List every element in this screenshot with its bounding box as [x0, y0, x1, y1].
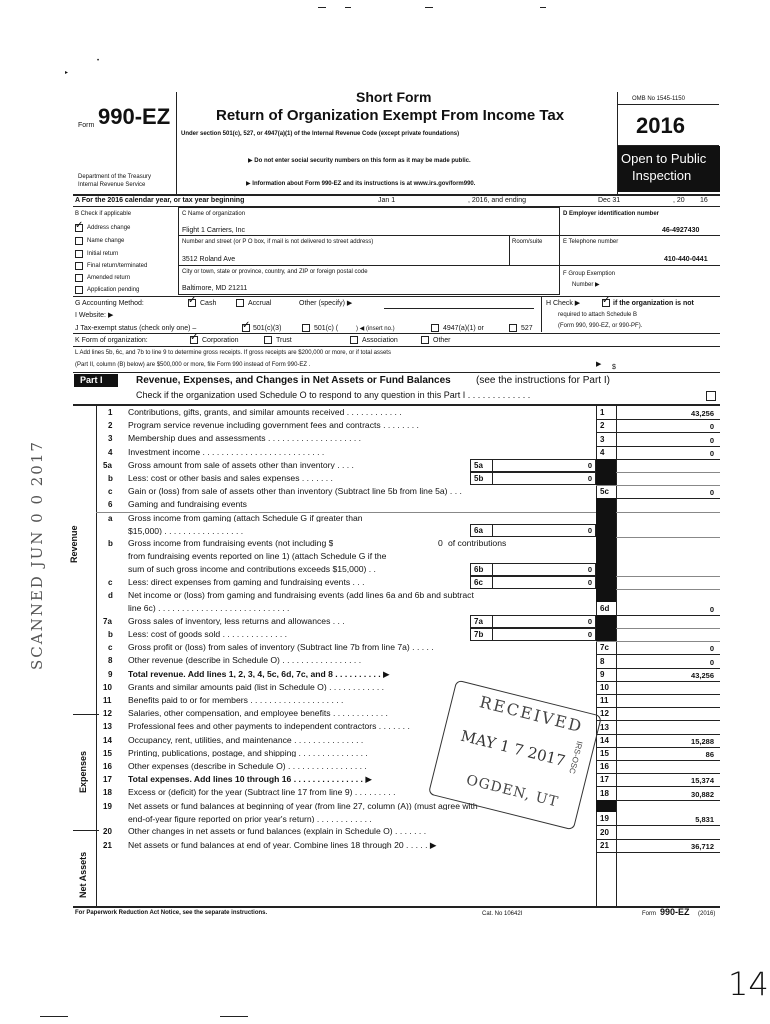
line-number: c	[108, 643, 113, 653]
amended-return-label: Amended return	[87, 275, 131, 281]
dept-treasury: Department of the Treasury	[78, 174, 152, 180]
line-box-label: 12	[600, 709, 609, 719]
line-description: from fundraising events reported on line 1) (attach Schedule G if the	[128, 552, 387, 561]
section-b-label: B Check if applicable	[75, 211, 132, 217]
dept-irs: Internal Revenue Service	[78, 182, 146, 188]
other-method-label: Other (specify) ▶	[299, 300, 353, 307]
cash-checkbox[interactable]	[188, 299, 196, 307]
527-label: 527	[521, 325, 533, 332]
line-row	[96, 786, 720, 799]
line-row	[96, 760, 720, 773]
line-description: line 6c) . . . . . . . . . . . . . . . . . . . . . . . . . . . .	[128, 604, 290, 613]
line-row	[96, 628, 720, 641]
501c-label: 501(c) (	[314, 325, 339, 332]
accrual-checkbox[interactable]	[236, 299, 244, 307]
line-number: 7a	[103, 616, 112, 626]
inner-line-amount: 0	[587, 460, 592, 470]
line-number: 16	[103, 762, 112, 771]
line-a-mid: , 2016, and ending	[468, 197, 526, 204]
line-description: Contributions, gifts, grants, and similar amounts received . . . . . . . . . . . .	[128, 408, 402, 417]
address-change-checkbox[interactable]	[75, 224, 83, 232]
line-box-label: 8	[600, 656, 605, 666]
inner-line-amount: 0	[587, 474, 592, 484]
line-number: 17	[103, 775, 112, 785]
line-row	[96, 589, 720, 615]
accrual-label: Accrual	[248, 300, 272, 307]
line-box-label: 16	[600, 762, 609, 772]
association-label: Association	[362, 337, 398, 344]
line-row	[96, 773, 720, 786]
revenue-side-label: Revenue	[69, 525, 79, 563]
line-amount: 43,256	[691, 670, 714, 680]
line-description: Net assets or fund balances at end of year. Combine lines 18 through 20 . . . . . ▶	[128, 840, 437, 850]
line-l-arrow: ▶	[596, 361, 602, 368]
inner-line-amount: 0	[587, 564, 592, 574]
stamp-place: OGDEN, UT	[464, 772, 561, 811]
line-row	[96, 459, 720, 472]
application-pending-label: Application pending	[87, 287, 140, 293]
line-number: 14	[103, 735, 112, 745]
final-return-label: Final return/terminated	[87, 263, 148, 269]
line-description: Other changes in net assets or fund balances (explain in Schedule O) . . . . . . .	[128, 827, 427, 836]
initial-return-label: Initial return	[87, 251, 119, 257]
line-row	[96, 485, 720, 498]
line-number: 5a	[103, 460, 112, 470]
line-row	[96, 694, 720, 707]
inner-line-label: 6b	[474, 564, 484, 574]
line-number: 2	[108, 421, 113, 431]
line-description: Benefits paid to or for members . . . . . . . . . . . . . . . . . . . .	[128, 696, 344, 705]
line-box-label: 11	[600, 696, 609, 706]
line-h-text1: H Check ▶	[546, 300, 581, 307]
line-number: 19	[103, 801, 112, 811]
open-to-public: Open to Public	[621, 151, 707, 166]
other-org-label: Other	[433, 337, 451, 344]
line-number: 15	[103, 748, 112, 758]
line-description: Less: cost of goods sold . . . . . . . . . . . . . .	[128, 630, 288, 639]
footer-form-prefix: Form	[642, 911, 656, 917]
line-amount: 36,712	[691, 841, 714, 851]
line-description: Gross amount from sale of assets other than inventory . . . .	[128, 460, 354, 470]
org-street: 3512 Roland Ave	[182, 256, 236, 263]
line-description: Gross income from fundraising events (not including $	[128, 539, 334, 548]
line-row	[96, 576, 720, 589]
initial-return-checkbox[interactable]	[75, 250, 83, 258]
line-box-label: 9	[600, 669, 605, 679]
shaded-cell	[596, 576, 616, 589]
stamp-date: MAY 1 7 2017	[458, 726, 568, 771]
room-label: Room/suite	[512, 239, 543, 245]
line-amount: 0	[709, 488, 714, 498]
line-box-label: 19	[600, 814, 609, 824]
line-number: 3	[108, 434, 113, 444]
line-row	[96, 615, 720, 628]
line-g-label: G Accounting Method:	[75, 300, 144, 307]
address-change-label: Address change	[87, 225, 131, 231]
line-amount: 0	[709, 657, 714, 667]
line-description: Less: cost or other basis and sales expenses . . . . . . .	[128, 474, 333, 483]
net-assets-side-label: Net Assets	[78, 851, 88, 898]
line-amount: 15,288	[691, 736, 714, 746]
501c-insert: ) ◀ (insert no.)	[356, 326, 395, 332]
inner-line-amount: 0	[587, 577, 592, 587]
line-description: Membership dues and assessments . . . . . . . . . . . . . . . . . . . .	[128, 434, 362, 443]
line-row	[96, 406, 720, 419]
line-j-label: J Tax-exempt status (check only one) –	[75, 325, 197, 332]
line-number: 8	[108, 656, 113, 666]
footer-form-year: (2016)	[698, 911, 716, 917]
line-description: Net assets or fund balances at beginning of year (from line 27, column (A)) (must agree with	[128, 801, 478, 811]
trust-label: Trust	[276, 337, 292, 344]
name-change-checkbox[interactable]	[75, 237, 83, 245]
schedule-o-checkbox[interactable]	[706, 391, 716, 401]
part-i-tag: Part I	[80, 375, 103, 385]
line-row	[96, 654, 720, 667]
line-row	[96, 432, 720, 445]
line-description: Gross profit or (loss) from sales of inventory (Subtract line 7b from line 7a) . . . . .	[128, 643, 434, 652]
line-row	[96, 498, 720, 511]
501c3-label: 501(c)(3)	[253, 325, 282, 332]
501c-checkbox[interactable]	[302, 324, 310, 332]
inner-line-label: 6a	[474, 526, 483, 536]
shaded-cell	[596, 537, 616, 575]
shaded-cell	[596, 800, 616, 813]
shaded-cell	[596, 498, 616, 511]
line-amount: 0	[709, 422, 714, 432]
line-description: Net income or (loss) from gaming and fundraising events (add lines 6a and 6b and subtract	[128, 591, 474, 600]
org-name: Flight 1 Carriers, Inc	[182, 227, 246, 234]
4947-checkbox[interactable]	[431, 324, 439, 332]
line-description: Investment income . . . . . . . . . . . . . . . . . . . . . . . . . .	[128, 447, 325, 457]
inner-line-label: 7a	[474, 616, 483, 626]
amended-return-checkbox[interactable]	[75, 274, 83, 282]
line-number: 13	[103, 722, 112, 732]
scanned-stamp: SCANNED JUN 0 0 2017	[28, 440, 46, 670]
line-number: 11	[103, 696, 112, 705]
shaded-cell	[596, 628, 616, 641]
line-row	[96, 707, 720, 720]
line-description: Professional fees and other payments to independent contractors . . . . . . .	[128, 722, 410, 731]
line-row	[96, 472, 720, 485]
schedule-b-checkbox[interactable]	[602, 299, 610, 307]
line-number: b	[108, 630, 113, 639]
line-box-label: 17	[600, 775, 609, 785]
line-number: 4	[108, 447, 113, 457]
trust-checkbox[interactable]	[264, 336, 272, 344]
form-subtitle: Under section 501(c), 527, or 4947(a)(1) of the Internal Revenue Code (except private foundations)	[181, 131, 460, 137]
line-a-label: A For the 2016 calendar year, or tax year beginning	[75, 197, 245, 204]
line-box-label: 21	[600, 840, 609, 850]
inner-line-amount: 0	[587, 526, 592, 536]
line-description: Excess or (deficit) for the year (Subtract line 17 from line 9) . . . . . . . . .	[128, 788, 396, 797]
line-l-dollar: $	[612, 364, 616, 371]
line-box-label: 4	[600, 447, 605, 457]
line-a-end: Dec 31	[598, 197, 621, 204]
line-description: Gaming and fundraising events	[128, 500, 247, 509]
line-amount: 0	[709, 435, 714, 445]
corporation-checkbox[interactable]	[190, 336, 198, 344]
line-amount: 86	[705, 749, 714, 759]
line-row	[96, 446, 720, 459]
line-row	[96, 825, 720, 838]
line-number: 9	[108, 669, 113, 679]
line-number: 1	[108, 408, 113, 417]
line-row	[96, 537, 720, 575]
footer-form-number: 990-EZ	[660, 907, 690, 917]
org-ein: 46-4927430	[662, 227, 700, 234]
line-amount: 0	[709, 644, 714, 654]
final-return-checkbox[interactable]	[75, 262, 83, 270]
line-box-label: 7c	[600, 643, 609, 653]
line-description: Salaries, other compensation, and employee benefits . . . . . . . . . . . .	[128, 709, 388, 718]
line-row	[96, 800, 720, 826]
schedule-o-check-text: Check if the organization used Schedule O to respond to any question in this Part I . . . . . . . . . . . . .	[136, 390, 531, 400]
line-description: Other revenue (describe in Schedule O) . . . . . . . . . . . . . . . . .	[128, 656, 362, 665]
line-row	[96, 747, 720, 760]
line-number: 12	[103, 709, 112, 719]
ein-label: D Employer identification number	[563, 211, 660, 217]
line-h-text3: required to attach Schedule B	[558, 312, 638, 318]
line-box-label: 20	[600, 827, 609, 837]
section-c-box	[178, 207, 560, 295]
line-a-yy: 16	[700, 197, 708, 204]
line-row	[96, 641, 720, 654]
527-checkbox[interactable]	[509, 324, 517, 332]
page-number: 14	[728, 965, 769, 1003]
line-description: Total revenue. Add lines 1, 2, 3, 4, 5c, 6d, 7c, and 8 . . . . . . . . . . ▶	[128, 669, 390, 679]
tax-year: 2016	[636, 113, 685, 138]
line-box-label: 1	[600, 408, 605, 418]
line-number: b	[108, 474, 113, 483]
line-h-text4: (Form 990, 990-EZ, or 990-PF).	[558, 323, 643, 329]
org-name-label: C Name of organization	[182, 211, 246, 217]
line-box-label: 3	[600, 434, 605, 444]
org-city: Baltimore, MD 21211	[182, 285, 248, 292]
line-row	[96, 681, 720, 694]
shaded-cell	[596, 459, 616, 472]
4947-label: 4947(a)(1) or	[443, 325, 484, 332]
line-box-label: 10	[600, 682, 609, 692]
line-box-label: 18	[600, 788, 609, 798]
line-amount: 15,374	[691, 776, 714, 786]
line-k-label: K Form of organization:	[75, 337, 148, 344]
contributions-amount: 0	[438, 538, 443, 549]
cash-label: Cash	[200, 300, 217, 307]
group-exemption-label: F Group Exemption	[563, 271, 616, 277]
line-i-label: I Website: ▶	[75, 312, 114, 319]
shaded-cell	[596, 615, 616, 628]
other-org-checkbox[interactable]	[421, 336, 429, 344]
stamp-side-code: IRS-OSC	[567, 740, 585, 775]
line-description: Other expenses (describe in Schedule O) . . . . . . . . . . . . . . . . .	[128, 762, 367, 771]
line-number: 6	[108, 500, 113, 510]
line-row	[96, 512, 720, 538]
part-i-title: Revenue, Expenses, and Changes in Net Assets or Fund Balances	[136, 375, 451, 386]
501c3-checkbox[interactable]	[242, 324, 250, 332]
info-notice: ▶ Information about Form 990-EZ and its instructions is at www.irs.gov/form990.	[246, 181, 476, 187]
line-a-begin: Jan 1	[378, 197, 396, 204]
inner-line-label: 5b	[474, 474, 484, 484]
org-phone: 410-440-0441	[664, 256, 708, 263]
line-description: Gross income from gaming (attach Schedule G if greater than	[128, 513, 363, 523]
part-i-title-note: (see the instructions for Part I)	[476, 375, 610, 386]
footer-cat: Cat. No 10642I	[482, 911, 523, 917]
inspection: Inspection	[632, 168, 692, 183]
inner-line-amount: 0	[587, 630, 592, 640]
line-amount: 30,882	[691, 789, 714, 799]
line-row	[96, 668, 720, 681]
line-description: sum of such gross income and contributions exceeds $15,000) . .	[128, 565, 376, 574]
phone-label: E Telephone number	[563, 239, 619, 245]
city-label: City or town, state or province, country, and ZIP or foreign postal code	[182, 269, 368, 275]
line-number: 10	[103, 682, 112, 692]
form-title-short: Short Form	[356, 89, 432, 105]
name-change-label: Name change	[87, 238, 125, 244]
line-amount: 0	[709, 604, 714, 614]
line-a-end-year: , 20	[673, 197, 685, 204]
line-amount: 0	[709, 448, 714, 458]
line-description: Gain or (loss) from sale of assets other than inventory (Subtract line 5b from line 5a) . . .	[128, 487, 462, 496]
line-number: 21	[103, 840, 112, 850]
line-number: c	[108, 487, 113, 497]
line-description: Occupancy, rent, utilities, and maintenance . . . . . . . . . . . . . . .	[128, 735, 364, 745]
line-amount: 43,256	[691, 409, 714, 419]
line-description: end-of-year figure reported on prior year's return) . . . . . . . . . . . .	[128, 814, 372, 824]
line-box-label: 13	[600, 722, 609, 732]
inner-line-label: 5a	[474, 460, 483, 470]
line-row	[96, 734, 720, 747]
line-row	[96, 720, 720, 733]
line-box-label: 14	[600, 735, 609, 745]
ssn-notice: ▶ Do not enter social security numbers on this form as it may be made public.	[248, 158, 471, 164]
line-h-text2: if the organization is not	[613, 300, 694, 307]
line-number: 20	[103, 827, 112, 837]
line-description: Grants and similar amounts paid (list in Schedule O) . . . . . . . . . . . .	[128, 682, 384, 692]
line-number: 18	[103, 788, 112, 798]
line-l-text1: L Add lines 5b, 6c, and 7b to line 9 to determine gross receipts. If gross receipts are $200,000 or more, or if total assets	[75, 350, 391, 356]
line-description: Printing, publications, postage, and shipping . . . . . . . . . . . . . . .	[128, 748, 368, 758]
line-description: Program service revenue including government fees and contracts . . . . . . . .	[128, 421, 419, 430]
shaded-cell	[596, 512, 616, 538]
line-box-label: 15	[600, 748, 609, 758]
inner-line-label: 7b	[474, 630, 484, 640]
inner-line-label: 6c	[474, 577, 483, 587]
association-checkbox[interactable]	[350, 336, 358, 344]
line-l-text2: (Part II, column (B) below) are $500,000 or more, file Form 990 instead of Form 990-EZ .	[75, 362, 311, 368]
line-description: of contributions	[448, 538, 507, 549]
line-number: d	[108, 591, 113, 600]
shaded-cell	[596, 589, 616, 602]
corporation-label: Corporation	[202, 337, 239, 344]
street-label: Number and street (or P O box, if mail is not delivered to street address)	[182, 239, 374, 245]
line-number: b	[108, 539, 113, 549]
line-amount: 5,831	[695, 815, 714, 825]
shaded-cell	[596, 472, 616, 485]
line-description: $15,000) . . . . . . . . . . . . . . . . .	[128, 526, 244, 536]
line-description: Gross sales of inventory, less returns and allowances . . .	[128, 616, 345, 626]
line-number: a	[108, 513, 113, 523]
form-prefix: Form	[78, 122, 95, 129]
expenses-side-label: Expenses	[78, 750, 88, 793]
line-description: Less: direct expenses from gaming and fundraising events . . .	[128, 577, 365, 587]
omb-number: OMB No 1545-1150	[632, 96, 685, 102]
line-box-label: 6d	[600, 603, 610, 613]
application-pending-checkbox[interactable]	[75, 286, 83, 294]
line-row	[96, 839, 720, 852]
form-number: 990-EZ	[98, 104, 171, 129]
line-box-label: 5c	[600, 487, 609, 497]
line-number: c	[108, 577, 113, 587]
line-row	[96, 419, 720, 432]
stamp-received: RECEIVED	[477, 692, 586, 737]
line-box-label: 2	[600, 421, 605, 431]
group-number-label: Number ▶	[572, 282, 600, 288]
line-description: Total expenses. Add lines 10 through 16 . . . . . . . . . . . . . . . ▶	[128, 775, 372, 784]
inner-line-amount: 0	[587, 616, 592, 626]
footer-paperwork: For Paperwork Reduction Act Notice, see the separate instructions.	[75, 910, 268, 916]
form-title: Return of Organization Exempt From Income Tax	[216, 107, 565, 124]
